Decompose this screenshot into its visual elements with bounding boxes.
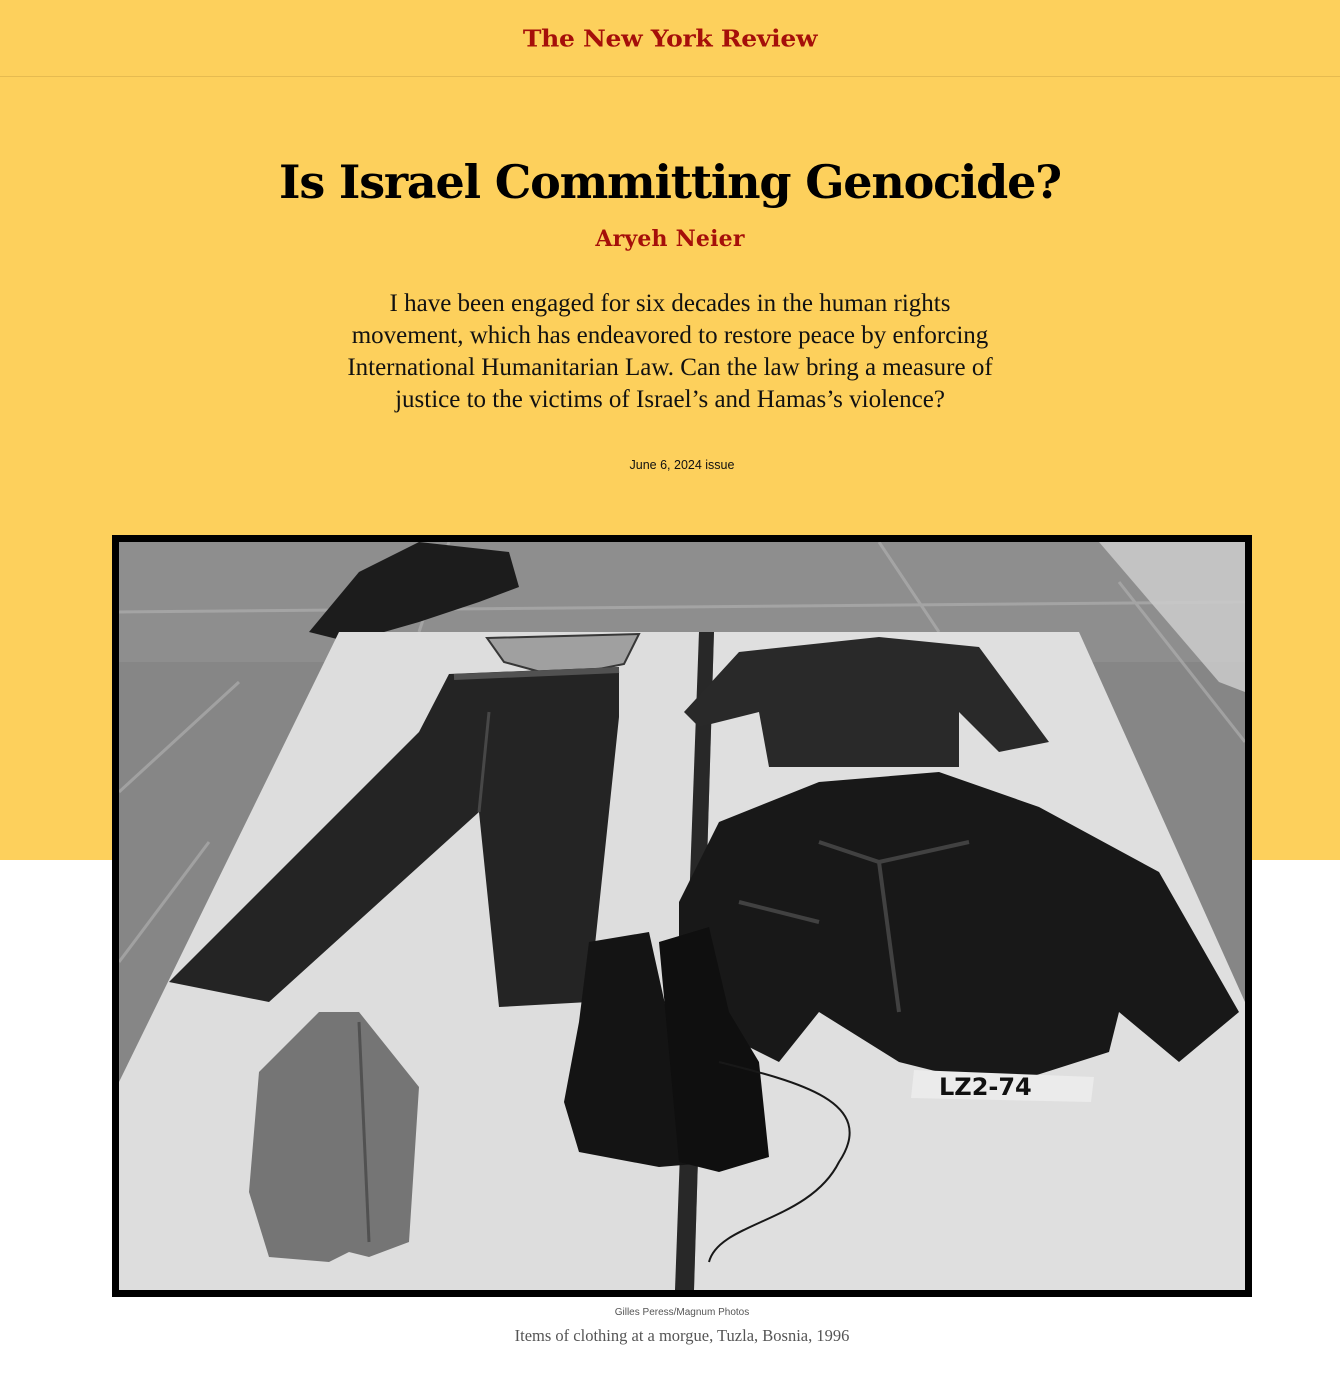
photo-caption: Items of clothing at a morgue, Tuzla, Bosnia, 1996 (514, 1326, 850, 1345)
evidence-tag-label: LZ2-74 (939, 1073, 1032, 1101)
article-headline: Is Israel Committing Genocide? (279, 155, 1061, 209)
article-author-link[interactable]: Aryeh Neier (595, 226, 745, 252)
masthead-logo-link[interactable]: The New York Review (522, 24, 818, 52)
photo-credit: Gilles Peress/Magnum Photos (614, 1307, 750, 1318)
lead-photo (112, 535, 1252, 1297)
masthead (0, 0, 1340, 77)
morgue-clothing-photo (119, 542, 1245, 1290)
article-deck: I have been engaged for six decades in the human rights movement, which has endeavored to restore peace by enforcing International Humanitarian Law. Can the law bring a measure of justice to the victims of Israel’s and Hamas’s violence? (347, 290, 993, 413)
issue-date-link[interactable]: June 6, 2024 issue (629, 458, 735, 472)
